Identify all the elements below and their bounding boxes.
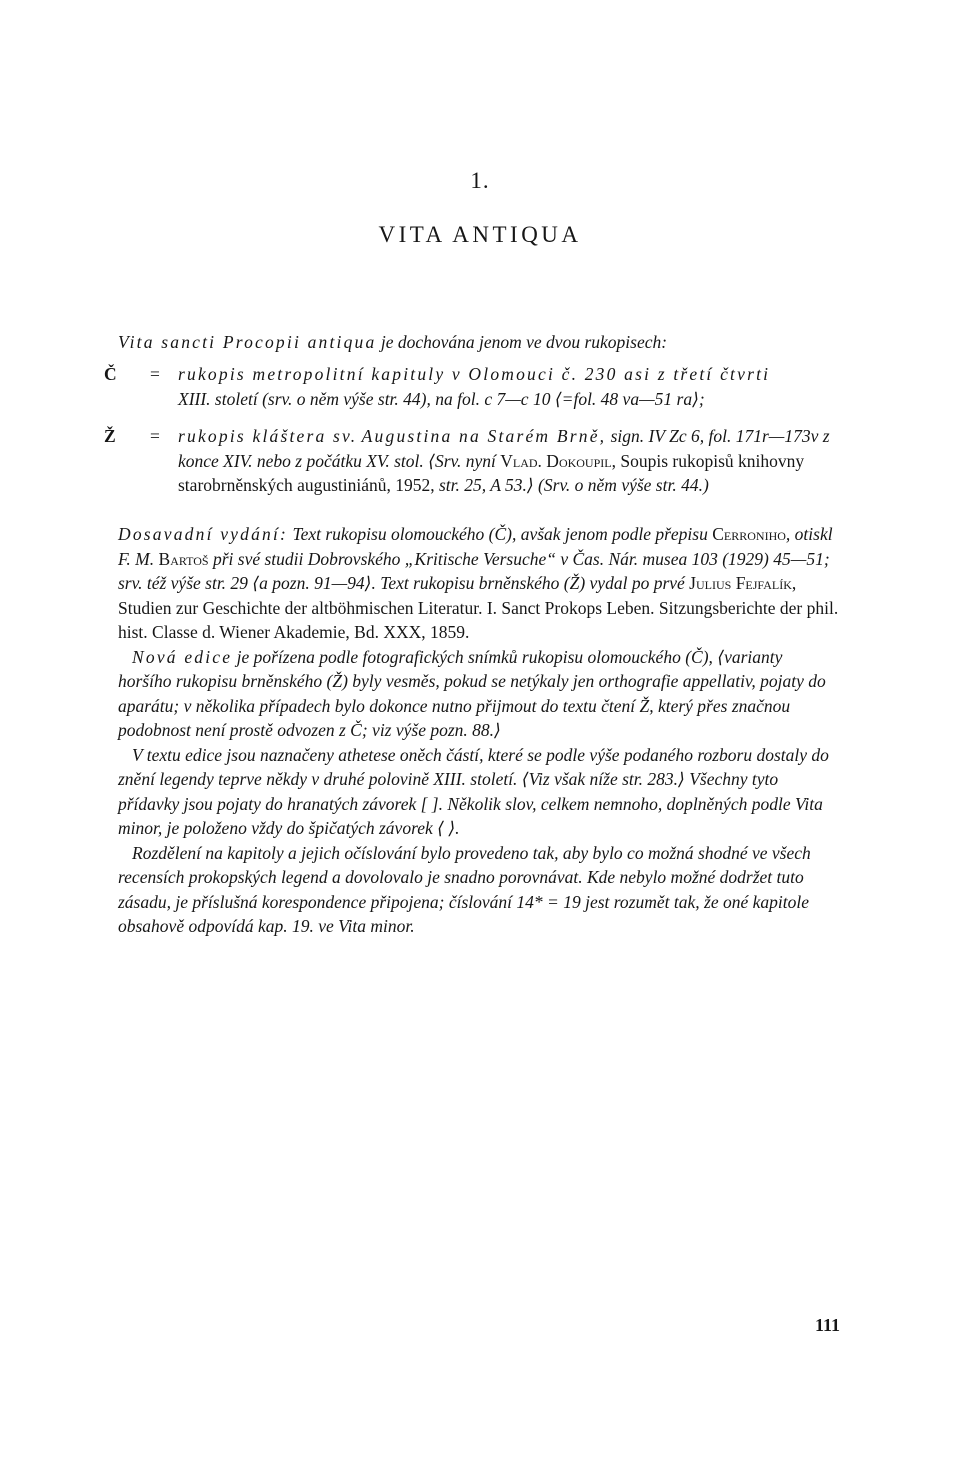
manuscript-siglum: Ž	[104, 426, 116, 446]
author-name: Julius Fejfalík	[689, 573, 792, 593]
manuscript-line: rukopis metropolitní kapituly v Olomouci č. 230 asi z třetí čtvrti	[178, 364, 771, 384]
manuscript-description	[178, 424, 840, 498]
manuscript-spaced: Augustina na Starém Brně,	[361, 426, 607, 446]
paragraph-text: , Studien zur Geschichte der altböhmischen Literatur. I. Sanct Prokops Leben. Sitzungsberichte der phil. hist. Classe d. Wiener Akademie, Bd. XXX, 1859.	[118, 573, 839, 642]
section-label: Dosavadní vydání:	[118, 524, 289, 544]
new-edition-paragraph	[118, 645, 840, 743]
section-label: Nová edice	[132, 646, 233, 667]
editions-section	[118, 522, 840, 939]
author-name: Bartoš	[158, 548, 209, 569]
athetese-paragraph: V textu edice jsou naznačeny athetese oněch částí, které se podle výše podaného rozboru dostaly do znění legendy teprve někdy v druhé polovině XIII. století. ⟨Viz však níže str. 283.⟩ Všechny tyto přídavky jsou pojaty do hranatých závorek [ ]. Několik slov, celkem nemnoho, doplněných podle Vita minor, je položeno vždy do špičatých závorek ⟨ ⟩.	[118, 744, 829, 838]
paragraph-text: je pořízena podle fotografických snímků rukopisu olomouckého (Č), ⟨varianty horšího rukopisu brněnského (Ž) byly vesměs, pokud se netýkaly jen orthografie appellativ, pojaty do aparátu; v několika případech bylo dokonce nutno přijmout do textu čtení Ž, který přes značnou podobnost není prostě odvozen z Č; viz výše pozn. 88.⟩	[118, 646, 826, 740]
manuscript-description	[178, 362, 840, 411]
intro-title: Vita sancti Procopii antiqua	[118, 332, 377, 352]
manuscript-line: XIII. století (srv. o něm výše str. 44), na fol. c 7—c 10 ⟨=fol. 48 va—51 ra⟩;	[178, 388, 705, 409]
manuscript-text: str. 25, A 53.⟩ (Srv. o něm výše str. 44.)	[439, 475, 709, 495]
manuscript-spaced: rukopis kláštera sv.	[178, 426, 358, 446]
paragraph-text: , otiskl F. M.	[118, 524, 833, 569]
manuscript-siglum: Č	[104, 364, 117, 384]
equals-sign: =	[150, 426, 160, 446]
manuscript-text: , Soupis rukopisů knihovny starobrněnských augustiniánů, 1952,	[178, 450, 805, 495]
intro-rest: je dochována jenom ve dvou rukopisech:	[376, 332, 668, 352]
author-name: Vlad. Dokoupil	[500, 450, 612, 471]
paragraph-text: Text rukopisu olomouckého (Č), avšak jenom podle přepisu	[288, 524, 713, 544]
page-number: 111	[814, 1315, 840, 1335]
chapter-number: 1.	[470, 168, 490, 193]
manuscript-text: sign. IV Zc 6, fol.	[606, 426, 732, 446]
editions-paragraph	[118, 522, 840, 645]
chapters-paragraph: Rozdělení na kapitoly a jejich očíslování bylo provedeno tak, aby bylo co možná shodné ve všech recensích prokopských legend a dovolovalo je snadno porovnávat. Kde nebylo možné dodržet tuto zásadu, je příslušná korespondence připojena; číslování 14* = 19 jest rozumět tak, že oné kapitole obsahově odpovídá kap. 19. ve Vita minor.	[118, 842, 811, 936]
manuscript-text: 171r—173v z konce XIV. nebo z počátku XV. stol. ⟨Srv. nyní	[178, 426, 830, 471]
equals-sign: =	[150, 364, 160, 384]
chapter-title: VITA ANTIQUA	[378, 222, 582, 247]
intro-paragraph	[118, 330, 840, 355]
paragraph-text: při své studii Dobrovského „Kritische Versuche“ v Čas. Nár. musea 103 (1929) 45—51; srv. též výše str. 29 ⟨a pozn. 91—94⟩. Text rukopisu brněnského (Ž) vydal po prvé	[118, 548, 830, 593]
author-name: Cerroniho	[712, 524, 786, 544]
